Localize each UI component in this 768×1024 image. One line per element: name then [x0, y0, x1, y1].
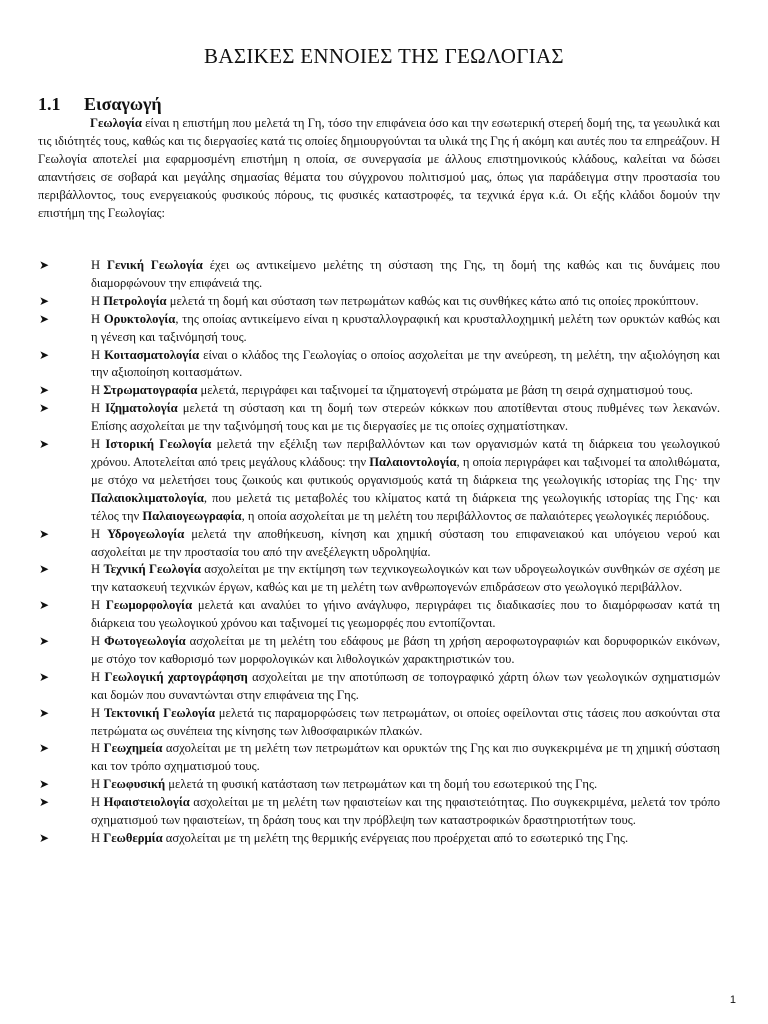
- page-number: 1: [729, 994, 736, 1006]
- branch-text: ασχολείται με τη μελέτη του εδάφους με βάση τη χρήση αεροφωτογραφιών και δορυφορικών εικόνων, με στόχο τον καθορισμό των μορφολογικών και λιθολογικών χαρακτηριστικών του.: [91, 634, 720, 666]
- branch-text: ασχολείται με την αποτύπωση σε τοπογραφικό χάρτη όλων των γεωλογικών σχηματισμών και δομών που συναντώνται στην επιφάνεια της Γης.: [91, 669, 721, 702]
- list-item: [38, 526, 720, 562]
- branch-text: ασχολείται με τη μελέτη των ηφαιστείων και της ηφαιστειότητας. Πιο συγκεκριμένα, μελετά τον τρόπο σχηματισμού των ηφαιστείων, τη δράση τους και την πρόβλεψη των καταστροφικών δραστηριοτήτων τους.: [91, 795, 720, 828]
- branch-text: μελετά και αναλύει το γήινο ανάγλυφο, περιγράφει τις διαδικασίες που το διαμόρφωσαν κατά τη διάρκεια του γεωλογικού χρόνου και ταξινομεί τις γεωμορφές που εντοπίζονται.: [91, 598, 720, 631]
- branch-text: ασχολείται με τη μελέτη της θερμικής ενέργειας που προέρχεται από το εσωτερικό της Γης.: [162, 831, 629, 845]
- branch-term: Ιζηματολογία: [105, 401, 178, 416]
- branch-text: ασχολείται με την εκτίμηση των τεχνικογεωλογικών και των υδρογεωλογικών συνθηκών σε σχέση με την κατασκευή τεχνικών έργων, καθώς και με τη μελέτη των ανθρωπογενών επιδράσεων στο γεωλογικό περιβάλλον.: [91, 562, 721, 595]
- branch-text: Η: [91, 293, 104, 308]
- branch-text: μελετά την εξέλιξη των περιβαλλόντων και των οργανισμών κατά τη διάρκεια του γεωλογικού χρόνου. Αποτελείται από τρεις μεγάλους κλάδους: την: [91, 437, 721, 469]
- branch-term: Παλαιογεωγραφία: [142, 508, 242, 523]
- branch-text: Η: [91, 401, 106, 416]
- branch-term: Ηφαιστειολογία: [103, 795, 190, 810]
- branch-text: Η: [91, 705, 104, 720]
- list-item: [38, 257, 720, 293]
- branch-text: Η: [91, 741, 104, 756]
- branch-text: μελετά τη σύσταση και τη δομή των στερεών κόκκων που αποτίθενται στους πυθμένες των λεκανών. Επίσης ασχολείται με την ταξινόμησή τους και με τις διεργασίες με τις οποίες σχηματίστηκαν.: [91, 401, 720, 434]
- intro-paragraph: [38, 115, 720, 222]
- branch-term: Πετρολογία: [103, 293, 167, 308]
- branch-text: μελετά τη φυσική κατάσταση των πετρωμάτων και τη δομή του εσωτερικού της Γης.: [165, 777, 598, 792]
- branch-text: Η: [91, 258, 107, 272]
- arrow-bullet-icon: ➤: [39, 598, 50, 613]
- branch-list: [38, 257, 720, 848]
- branch-text: Η: [91, 777, 104, 792]
- branch-term: Γεωχημεία: [103, 741, 163, 756]
- branch-text: , που μελετά τις μεταβολές του κλίματος κατά τη διάρκεια της γεωλογικής ιστορίας της Γης· και τέλος την: [91, 490, 720, 523]
- branch-term: Παλαιοκλιματολογία: [91, 490, 204, 505]
- branch-term: Φωτογεωλογία: [104, 634, 186, 649]
- arrow-bullet-icon: ➤: [39, 526, 50, 541]
- intro-text: είναι η επιστήμη που μελετά τη Γη, τόσο την επιφάνεια όσο και την εσωτερική στερεή δομή της, τα γεωυλικά και τις ιδιότητές τους, καθώς και τις διεργασίες κατά τις οποίες δημιουργούνται τα υλικά της Γης ή ακόμη και αυτές που τα επηρεάζουν. Η Γεωλογία αποτελεί μια εφαρμοσμένη επιστήμη η οποία, σε συνεργασία με άλλους επιστημονικούς κλάδους, καλείται να δώσει απαντήσεις σε σοβαρά και μεγάλης σημασίας θέματα του σύγχρονου πολιτισμού μας, όπως για παράδειγμα στην προστασία του περιβάλλοντος, τους ενεργειακούς φυσικούς πόρους, τις φυσικές καταστροφές, τα τεχνικά έργα κ.ά. Οι εξής κλάδοι δομούν την επιστήμη της Γεωλογίας:: [38, 116, 720, 220]
- branch-text: μελετά την αποθήκευση, κίνηση και χημική σύσταση του επιφανειακού και υπόγειου νερού και ασχολείται με την προστασία του από την ανεξέλεγκτη υδροληψία.: [91, 526, 721, 559]
- arrow-bullet-icon: ➤: [39, 347, 50, 362]
- list-item: [38, 382, 720, 400]
- branch-text: , η οποία ασχολείται με τη μελέτη του περιβάλλοντος σε παλαιότερες γεωλογικές περιόδους.: [241, 508, 710, 523]
- arrow-bullet-icon: ➤: [39, 634, 50, 649]
- page-title: ΒΑΣΙΚΕΣ ΕΝΝΟΙΕΣ ΤΗΣ ΓΕΩΛΟΓΙΑΣ: [204, 44, 564, 68]
- list-item: [38, 705, 720, 741]
- branch-term: Ορυκτολογία: [103, 311, 176, 326]
- branch-text: Η: [91, 311, 104, 326]
- list-item: [38, 740, 720, 776]
- branch-text: είναι ο κλάδος της Γεωλογίας ο οποίος ασχολείται με την ανεύρεση, τη μελέτη, την αξιολόγηση και την αξιοποίηση κοιτασμάτων.: [91, 347, 720, 380]
- branch-text: μελετά τις παραμορφώσεις των πετρωμάτων, οι οποίες οφείλονται στις τάσεις που ασκούνται στα πετρώματα ως συνέπεια της κίνησης των λιθοσφαιρικών πλακών.: [91, 705, 720, 738]
- list-item: [38, 561, 720, 597]
- branch-text: μελετά τη δομή και σύσταση των πετρωμάτων καθώς και τις συνθήκες κάτω από τις οποίες προκύπτουν.: [166, 293, 699, 308]
- branch-text: έχει ως αντικείμενο μελέτης τη σύσταση της Γης, τη δομή της καθώς και τις δυνάμεις που διαμορφώνουν την επιφάνειά της.: [91, 258, 721, 290]
- branch-text: Η: [91, 795, 104, 810]
- branch-term: Υδρογεωλογία: [107, 526, 185, 541]
- section-heading: [38, 94, 162, 115]
- branch-text: ασχολείται με τη μελέτη των πετρωμάτων και ορυκτών της Γης και πιο συγκεκριμένα με τη χημική σύσταση και τον τρόπο σχηματισμού τους.: [91, 741, 720, 774]
- arrow-bullet-icon: ➤: [39, 258, 50, 272]
- arrow-bullet-icon: ➤: [39, 383, 50, 398]
- branch-text: Η: [91, 598, 106, 613]
- arrow-bullet-icon: ➤: [39, 831, 50, 845]
- list-item: [38, 436, 720, 526]
- arrow-bullet-icon: ➤: [39, 795, 50, 810]
- branch-text: Η: [91, 526, 108, 541]
- branch-text: , η οποία περιγράφει και ταξινομεί τα απολιθώματα, με στόχο να μελετήσει τους ζωικούς και φυτικούς οργανισμούς κατά τη διάρκεια της γεωλογικής ιστορίας της Γης· την: [91, 454, 721, 487]
- branch-term: Γενική Γεωλογία: [106, 258, 203, 272]
- section-number: 1.1: [38, 94, 61, 114]
- list-item: [38, 794, 720, 830]
- branch-term: Παλαιοντολογία: [369, 454, 457, 469]
- branch-term: Γεωλογική χαρτογράφηση: [104, 669, 248, 684]
- list-item: [38, 633, 720, 669]
- arrow-bullet-icon: ➤: [39, 777, 50, 792]
- branch-term: Ιστορική Γεωλογία: [105, 437, 212, 452]
- branch-term: Γεωμορφολογία: [105, 598, 193, 613]
- arrow-bullet-icon: ➤: [39, 437, 50, 452]
- list-item: [38, 597, 720, 633]
- branch-term: Στρωματογραφία: [103, 383, 198, 398]
- arrow-bullet-icon: ➤: [39, 705, 50, 720]
- list-item: [38, 293, 720, 311]
- branch-text: Η: [91, 831, 104, 845]
- branch-term: Τεχνική Γεωλογία: [103, 562, 201, 577]
- branch-text: Η: [91, 383, 104, 398]
- list-item: [38, 311, 720, 347]
- arrow-bullet-icon: ➤: [39, 562, 50, 577]
- list-item: [38, 400, 720, 436]
- branch-text: Η: [91, 634, 105, 649]
- branch-term: Γεωθερμία: [103, 831, 163, 845]
- branch-text: Η: [91, 347, 105, 362]
- arrow-bullet-icon: ➤: [39, 293, 50, 308]
- branch-term: Κοιτασματολογία: [104, 347, 200, 362]
- section-title: Εισαγωγή: [84, 94, 162, 114]
- list-item: [38, 776, 720, 794]
- arrow-bullet-icon: ➤: [39, 311, 50, 326]
- branch-text: Η: [91, 669, 105, 684]
- branch-text: , της οποίας αντικείμενο είναι η κρυσταλλογραφική και κρυσταλλοχημική μελέτη των ορυκτών καθώς και η γένεση και ταξινόμησή τους.: [91, 311, 720, 344]
- list-item: [38, 830, 720, 848]
- branch-text: Η: [91, 562, 104, 577]
- branch-term: Τεκτονική Γεωλογία: [103, 705, 215, 720]
- arrow-bullet-icon: ➤: [39, 401, 50, 416]
- branch-text: Η: [91, 437, 106, 452]
- branch-term: Γεωφυσική: [103, 777, 166, 792]
- list-item: [38, 347, 720, 383]
- branch-text: μελετά, περιγράφει και ταξινομεί τα ιζηματογενή στρώματα με βάση τη σειρά σχηματισμού τους.: [197, 383, 693, 398]
- arrow-bullet-icon: ➤: [39, 669, 50, 684]
- intro-term: Γεωλογία: [90, 116, 142, 130]
- list-item: [38, 669, 720, 705]
- arrow-bullet-icon: ➤: [39, 741, 50, 756]
